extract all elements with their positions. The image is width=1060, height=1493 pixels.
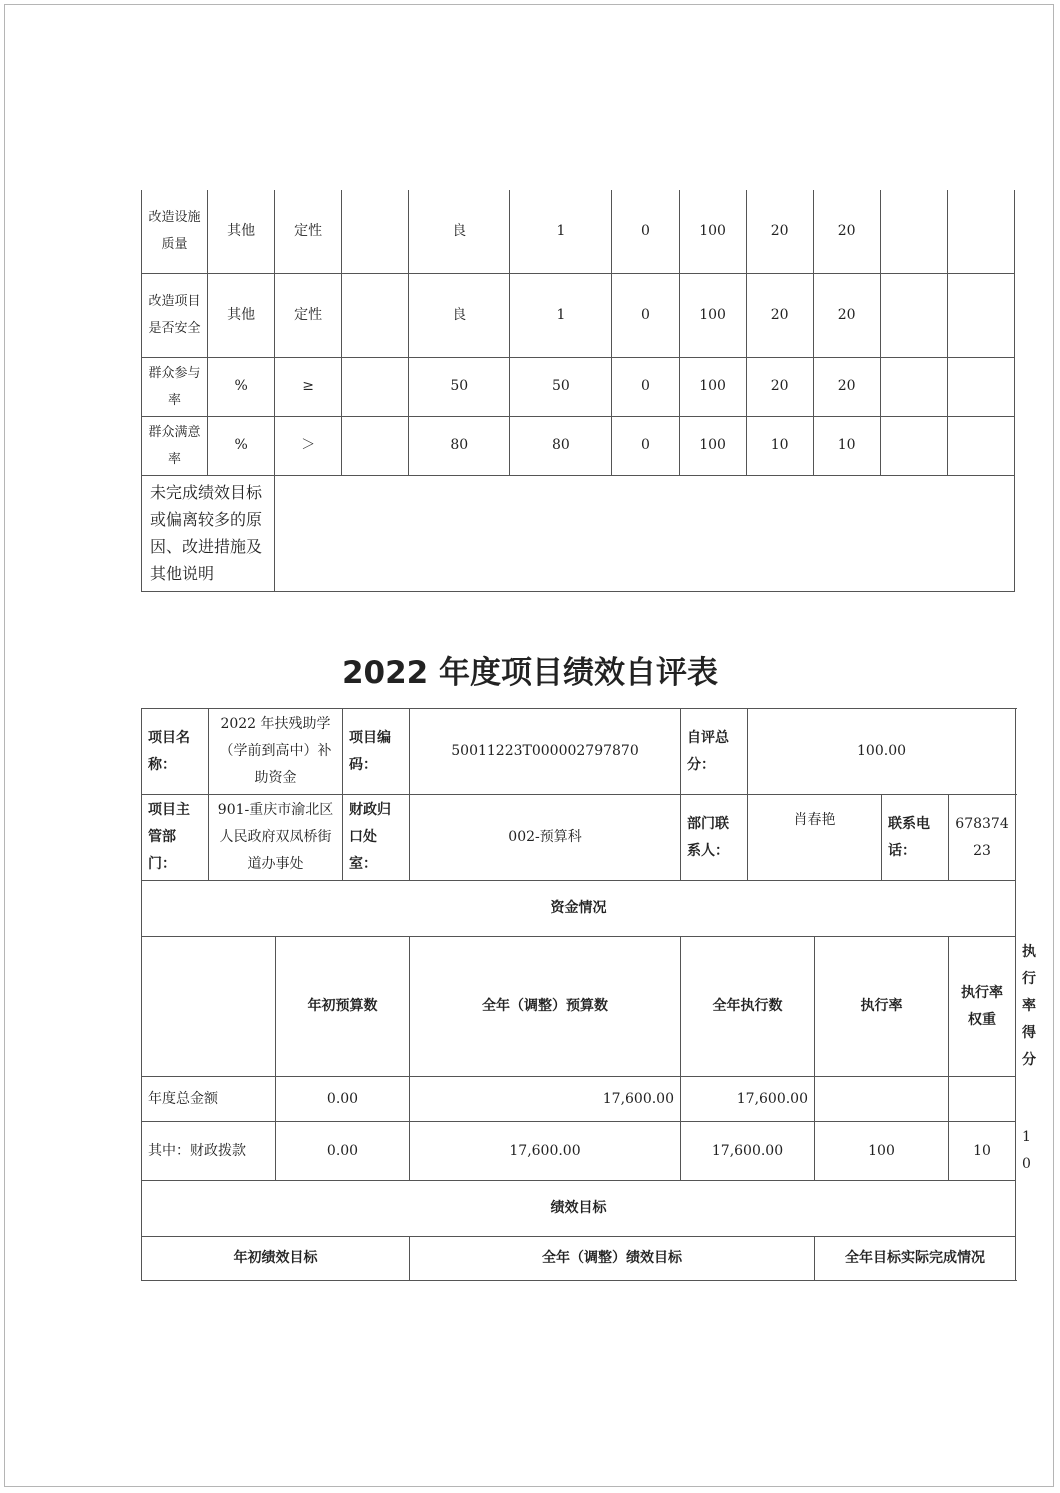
- weight-cell: 20: [746, 190, 813, 273]
- score-cell: 10: [813, 416, 880, 475]
- funds-adjusted: 17,600.00: [410, 1077, 681, 1122]
- table-row: [142, 1077, 1016, 1122]
- indicator-operator: ＞: [275, 416, 342, 475]
- indicator-name: 改造项目是否安全: [142, 273, 208, 357]
- table-cell: [342, 273, 409, 357]
- project-name-value: 2022 年扶残助学（学前到高中）补助资金: [209, 709, 343, 795]
- table-cell: 100: [679, 416, 746, 475]
- table-row: [142, 190, 1015, 273]
- table-cell: [880, 190, 947, 273]
- goals-section-title: 绩效目标: [142, 1181, 1016, 1237]
- indicator-unit: %: [208, 416, 275, 475]
- goals-header-initial: 年初绩效目标: [142, 1237, 410, 1281]
- goals-header-actual: 全年目标实际完成情况: [815, 1237, 1016, 1281]
- remarks-value: [275, 475, 1015, 591]
- goals-header-adjusted: 全年（调整）绩效目标: [410, 1237, 815, 1281]
- actual-value: 80: [510, 416, 612, 475]
- table-cell: [947, 190, 1014, 273]
- table-cell: [342, 357, 409, 416]
- funds-header-weight: 执行率权重: [949, 937, 1016, 1077]
- table-cell: 0: [612, 416, 679, 475]
- funds-header-rate: 执行率: [815, 937, 949, 1077]
- table-cell: 0: [612, 357, 679, 416]
- table-cell: [342, 416, 409, 475]
- table-cell: 100: [679, 190, 746, 273]
- contact-value: 肖春艳: [748, 795, 882, 881]
- score-value: 100.00: [748, 709, 1016, 795]
- indicator-operator: 定性: [275, 273, 342, 357]
- actual-value: 1: [510, 273, 612, 357]
- dept-value: 901-重庆市渝北区人民政府双凤桥街道办事处: [209, 795, 343, 881]
- table-cell: 100: [679, 273, 746, 357]
- indicator-operator: 定性: [275, 190, 342, 273]
- office-label: 财政归口处室：: [343, 795, 410, 881]
- weight-cell: 10: [746, 416, 813, 475]
- funds-header-row: [142, 937, 1016, 1077]
- target-value: 良: [409, 190, 510, 273]
- indicator-unit: %: [208, 357, 275, 416]
- table-cell: [880, 273, 947, 357]
- indicator-name: 改造设施质量: [142, 190, 208, 273]
- indicator-unit: 其他: [208, 190, 275, 273]
- table-row: [142, 273, 1015, 357]
- table-cell: [947, 357, 1014, 416]
- indicator-operator: ≥: [275, 357, 342, 416]
- table-cell: [880, 416, 947, 475]
- funds-row-label: 其中：财政拨款: [142, 1122, 276, 1181]
- phone-value: 67837423: [949, 795, 1016, 881]
- office-value: 002-预算科: [410, 795, 681, 881]
- funds-row-label: 年度总金额: [142, 1077, 276, 1122]
- funds-header-blank: [142, 937, 276, 1077]
- contact-label: 部门联系人：: [681, 795, 748, 881]
- weight-cell: 20: [746, 357, 813, 416]
- goals-header-row: [142, 1237, 1016, 1281]
- funds-adjusted: 17,600.00: [410, 1122, 681, 1181]
- funds-executed: 17,600.00: [681, 1077, 815, 1122]
- weight-cell: 20: [746, 273, 813, 357]
- target-value: 80: [409, 416, 510, 475]
- indicator-name: 群众参与率: [142, 357, 208, 416]
- table-row: [142, 1122, 1016, 1181]
- project-code-label: 项目编码：: [343, 709, 410, 795]
- remarks-label: 未完成绩效目标或偏离较多的原因、改进措施及其他说明: [142, 475, 275, 591]
- funds-section-title: 资金情况: [142, 881, 1016, 937]
- table-cell: [342, 190, 409, 273]
- indicator-table: [141, 190, 1015, 592]
- info-row-2: [142, 795, 1016, 881]
- target-value: 良: [409, 273, 510, 357]
- table-row: [142, 416, 1015, 475]
- funds-header-initial: 年初预算数: [276, 937, 410, 1077]
- table-cell: [947, 273, 1014, 357]
- table-row: [142, 357, 1015, 416]
- table-cell: 0: [612, 190, 679, 273]
- self-evaluation-table: [141, 708, 1016, 1281]
- table-cell: [947, 416, 1014, 475]
- phone-label: 联系电话：: [882, 795, 949, 881]
- funds-rate: [815, 1077, 949, 1122]
- funds-initial: 0.00: [276, 1122, 410, 1181]
- actual-value: 50: [510, 357, 612, 416]
- info-row-1: [142, 709, 1016, 795]
- table-cell: 0: [612, 273, 679, 357]
- funds-executed: 17,600.00: [681, 1122, 815, 1181]
- funds-rate: 100: [815, 1122, 949, 1181]
- actual-value: 1: [510, 190, 612, 273]
- funds-header-executed: 全年执行数: [681, 937, 815, 1077]
- indicator-name: 群众满意率: [142, 416, 208, 475]
- table-cell: 100: [679, 357, 746, 416]
- score-label: 自评总分：: [681, 709, 748, 795]
- score-cell: 20: [813, 357, 880, 416]
- page-title: 2022 年度项目绩效自评表: [341, 655, 719, 691]
- funds-initial: 0.00: [276, 1077, 410, 1122]
- goals-section-row: [142, 1181, 1016, 1237]
- table-cell: [880, 357, 947, 416]
- funds-weight: [949, 1077, 1016, 1122]
- project-name-label: 项目名称：: [142, 709, 209, 795]
- indicator-unit: 其他: [208, 273, 275, 357]
- remarks-row: [142, 475, 1015, 591]
- dept-label: 项目主管部门：: [142, 795, 209, 881]
- target-value: 50: [409, 357, 510, 416]
- project-code-value: 50011223T000002797870: [410, 709, 681, 795]
- score-cell: 20: [813, 190, 880, 273]
- funds-header-adjusted: 全年（调整）预算数: [410, 937, 681, 1077]
- funds-weight: 10: [949, 1122, 1016, 1181]
- funds-section-row: [142, 881, 1016, 937]
- score-cell: 20: [813, 273, 880, 357]
